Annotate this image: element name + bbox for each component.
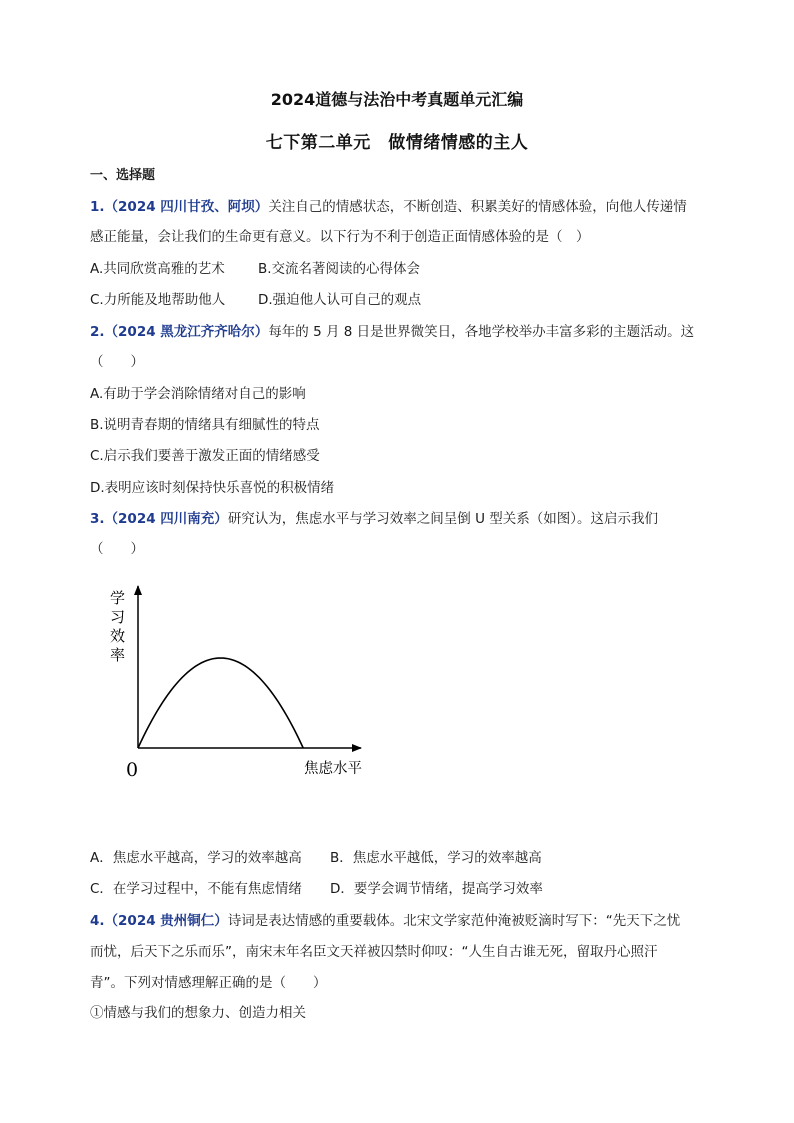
question-stem: 关注自己的情感状态，不断创造、积累美好的情感体验，向他人传递情	[268, 199, 687, 215]
y-axis-label-char: 率	[110, 646, 126, 664]
question-2-option-d: D.表明应该时刻保持快乐喜悦的积极情绪	[90, 480, 335, 496]
question-4-line-1	[90, 912, 680, 930]
question-2-option-a: A.有助于学会消除情绪对自己的影响	[90, 386, 306, 402]
question-number: 2.	[90, 324, 105, 340]
question-4-line-2: 而忧，后天下之乐而乐”，南宋末年名臣文天祥被囚禁时仰叹：“人生自古谁无死，留取丹心照汗	[90, 944, 658, 960]
question-2-line-1	[90, 323, 694, 341]
origin-label: 0	[126, 759, 139, 781]
section-heading: 一、选择题	[90, 168, 156, 183]
inverted-u-curve	[138, 658, 303, 748]
question-3-line-1	[90, 510, 658, 528]
question-3-line-2: （ ）	[90, 541, 144, 557]
question-2-option-b: B.说明青春期的情绪具有细腻性的特点	[90, 417, 320, 433]
inverted-u-chart	[100, 583, 400, 783]
question-number: 3.	[90, 511, 105, 527]
question-3-option-b: B．焦虑水平越低，学习的效率越高	[330, 850, 542, 866]
question-source: （2024 黑龙江齐齐哈尔）	[104, 324, 269, 340]
question-3-option-c: C．在学习过程中，不能有焦虑情绪	[90, 881, 302, 897]
question-2-line-2: （ ）	[90, 354, 144, 370]
y-axis-label-char: 习	[110, 608, 126, 626]
question-1-line-1	[90, 198, 687, 216]
document-subtitle: 七下第二单元 做情绪情感的主人	[265, 133, 529, 153]
question-stem: 诗词是表达情感的重要载体。北宋文学家范仲淹被贬滴时写下：“先天下之忧	[227, 913, 681, 929]
question-number: 1.	[90, 199, 105, 215]
question-4-item-1: ①情感与我们的想象力、创造力相关	[90, 1005, 306, 1021]
question-3-option-d: D．要学会调节情绪，提高学习效率	[330, 881, 543, 897]
question-1-option-b: B.交流名著阅读的心得体会	[258, 261, 421, 277]
y-axis-label-char: 学	[110, 589, 126, 607]
question-1-option-d: D.强迫他人认可自己的观点	[258, 292, 422, 308]
question-1-option-c: C.力所能及地帮助他人	[90, 292, 226, 308]
question-source: （2024 四川南充）	[104, 511, 228, 527]
question-stem: 研究认为，焦虑水平与学习效率之间呈倒 U 型关系（如图）。这启示我们	[227, 511, 659, 527]
question-4-line-3: 青”。下列对情感理解正确的是（ ）	[90, 975, 327, 991]
question-1-option-a: A.共同欣赏高雅的艺术	[90, 261, 225, 277]
x-axis-label: 焦虑水平	[304, 761, 362, 777]
question-stem: 每年的 5 月 8 日是世界微笑日，各地学校举办丰富多彩的主题活动。这	[268, 324, 695, 340]
question-3-option-a: A．焦虑水平越高，学习的效率越高	[90, 850, 302, 866]
question-number: 4.	[90, 913, 105, 929]
question-source: （2024 贵州铜仁）	[104, 913, 228, 929]
question-1-line-2: 感正能量，会让我们的生命更有意义。以下行为不利于创造正面情感体验的是（ ）	[90, 229, 590, 245]
document-title: 2024道德与法治中考真题单元汇编	[270, 90, 524, 109]
question-2-option-c: C.启示我们要善于激发正面的情绪感受	[90, 448, 320, 464]
question-source: （2024 四川甘孜、阿坝）	[104, 199, 269, 215]
y-axis-label-char: 效	[110, 627, 126, 645]
